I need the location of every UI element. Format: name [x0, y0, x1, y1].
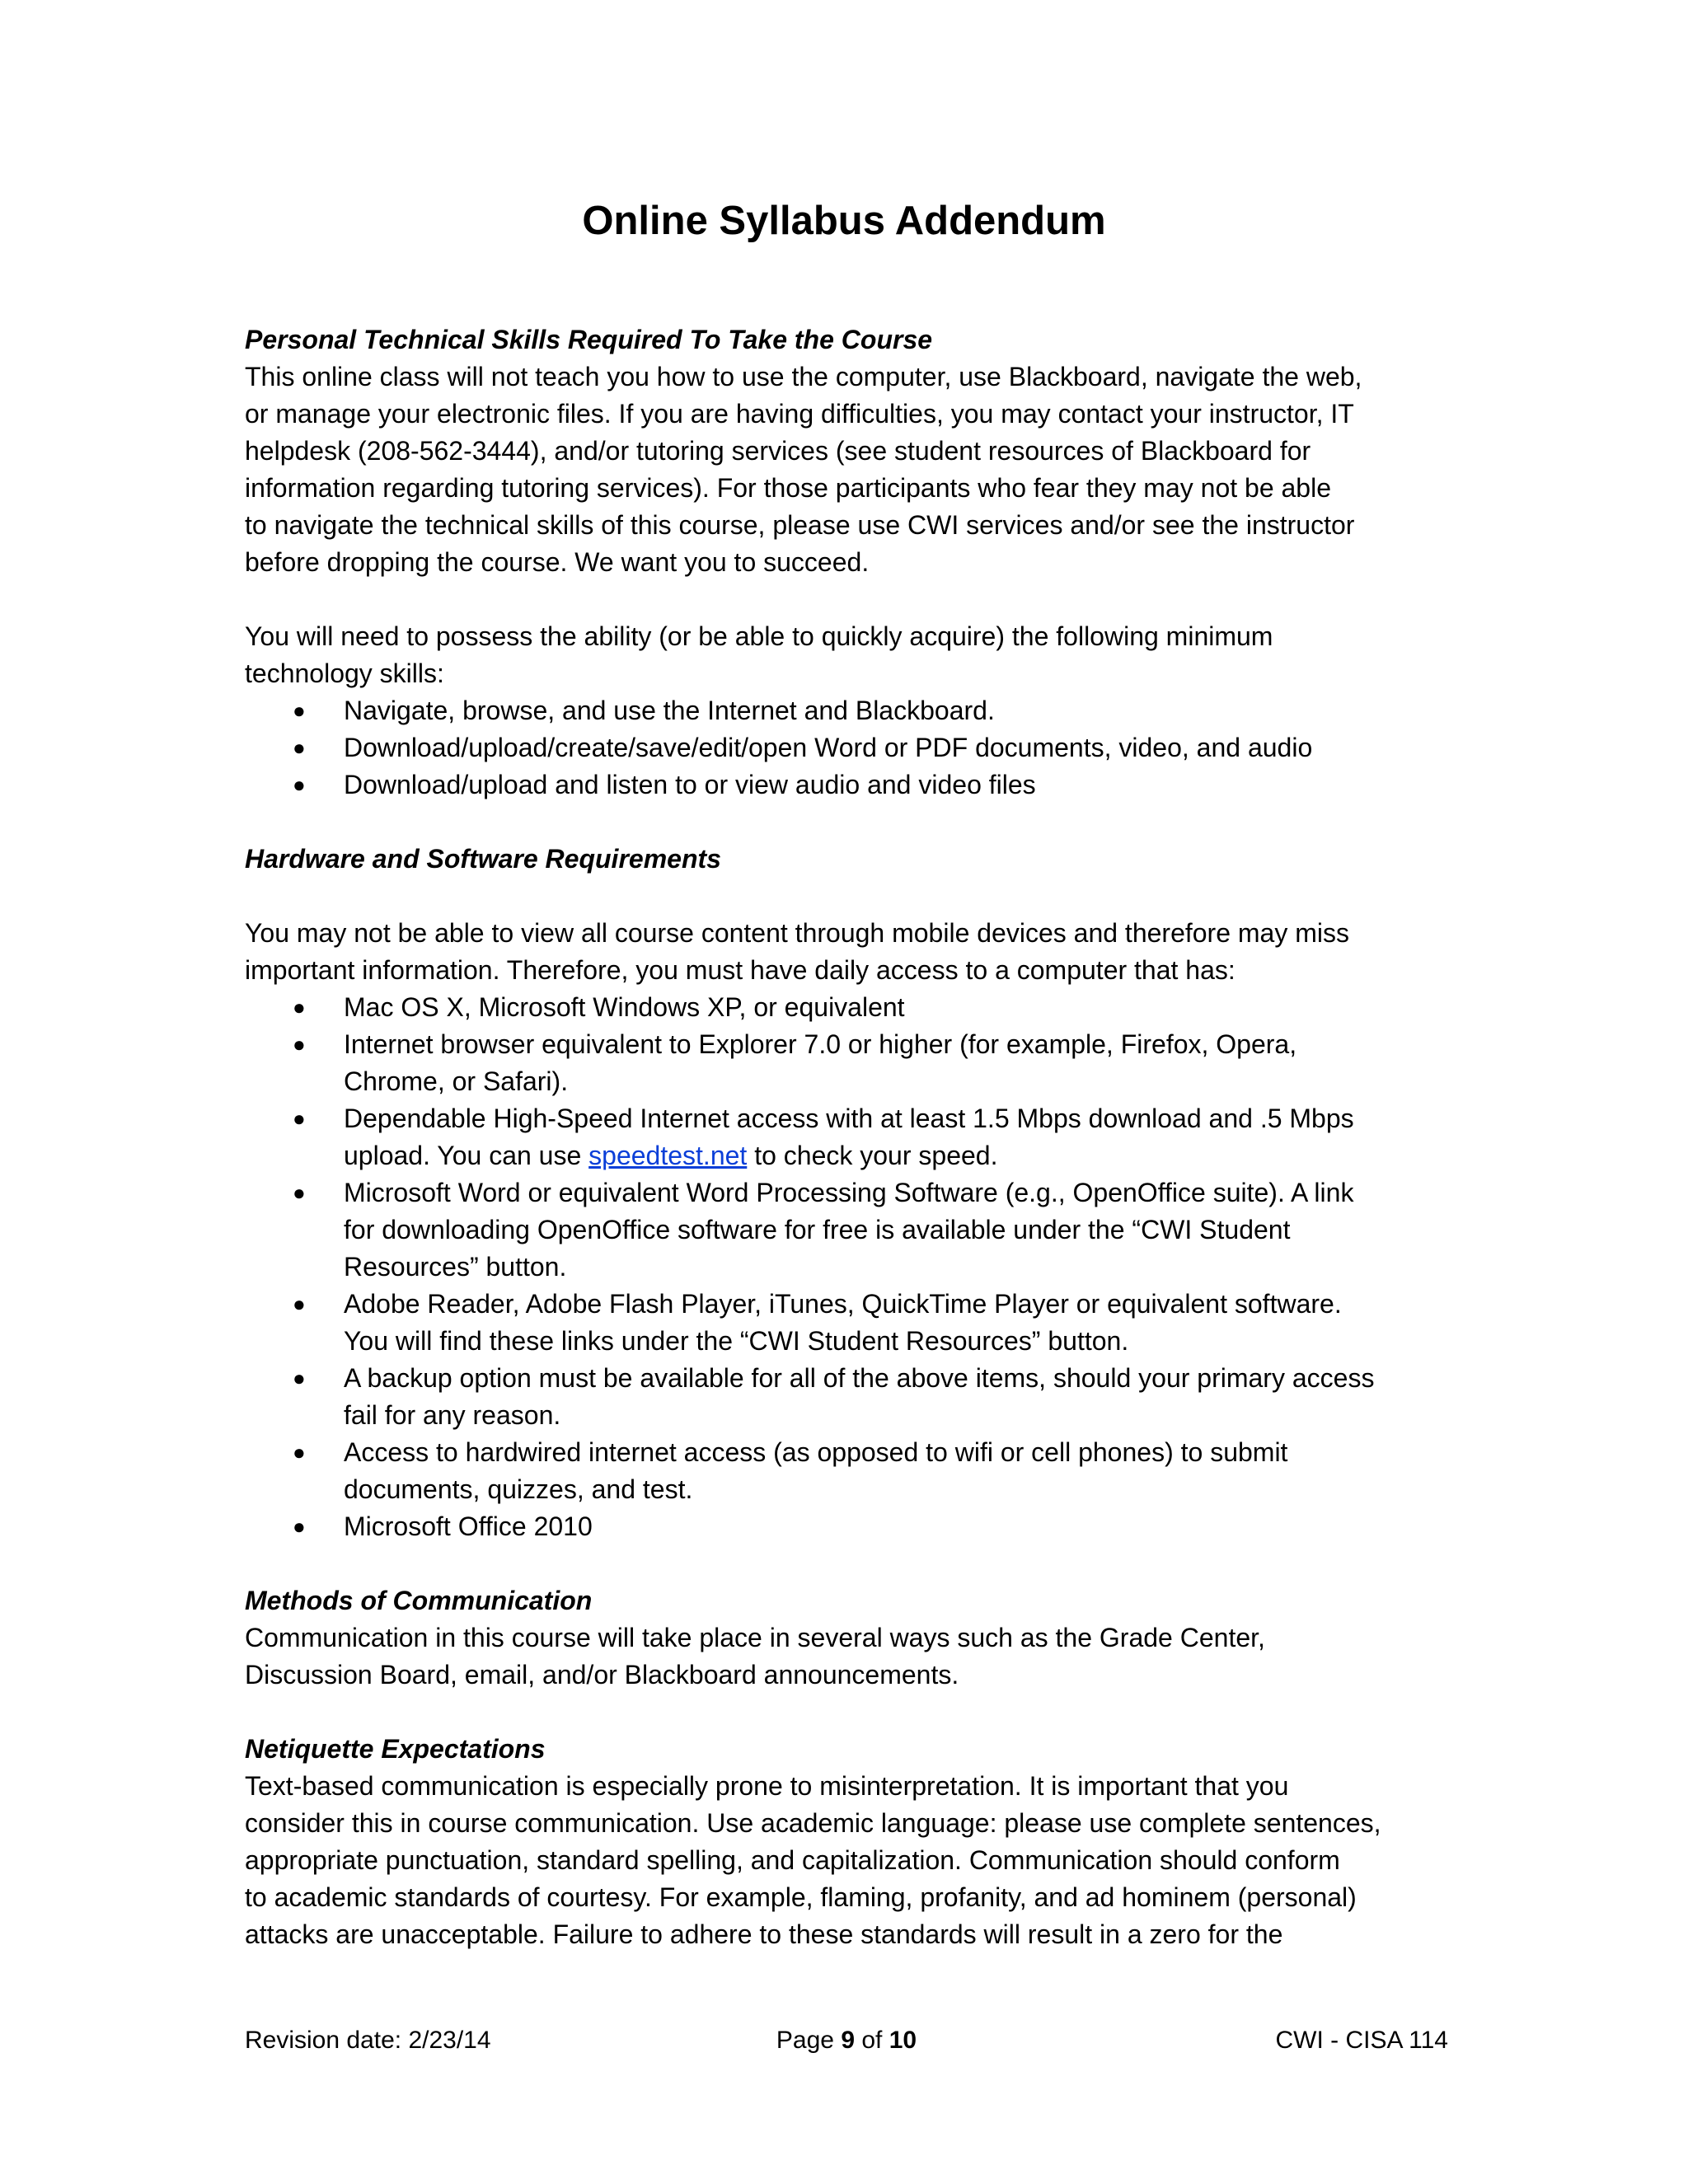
skills-paragraph-line: to navigate the technical skills of this course, please use CWI services and/or see the instructor — [245, 510, 1355, 540]
list-item — [293, 1360, 1448, 1434]
list-item-text: fail for any reason. — [344, 1400, 561, 1430]
netiquette-line: to academic standards of courtesy. For example, flaming, profanity, and ad hominem (personal) — [245, 1882, 1357, 1912]
page-number — [245, 2024, 1448, 2057]
list-item-text: Mac OS X, Microsoft Windows XP, or equivalent — [344, 992, 905, 1022]
revision-date: Revision date: 2/23/14 — [245, 2027, 491, 2054]
list-item-text: A backup option must be available for all of the above items, should your primary access — [344, 1363, 1375, 1393]
hardware-bullet-list — [245, 989, 1448, 1545]
list-item-text: Internet browser equivalent to Explorer 7.0 or higher (for example, Firefox, Opera, — [344, 1029, 1297, 1059]
spacer — [245, 1545, 1448, 1582]
list-item-text: documents, quizzes, and test. — [344, 1474, 693, 1504]
list-item-text: Resources” button. — [344, 1252, 567, 1282]
page-content — [245, 321, 1448, 1953]
list-item-text: Chrome, or Safari). — [344, 1066, 569, 1096]
bullet-icon: ● — [293, 1514, 306, 1539]
list-item — [293, 1286, 1448, 1360]
list-item — [293, 766, 1448, 804]
skills-intro-line: technology skills: — [245, 658, 444, 688]
communication-line: Communication in this course will take place in several ways such as the Grade Center, — [245, 1623, 1265, 1652]
bullet-icon: ● — [293, 698, 306, 723]
bullet-icon: ● — [293, 1180, 306, 1205]
page-total: 10 — [889, 2027, 917, 2054]
list-item-text: You will find these links under the “CWI Student Resources” button. — [344, 1326, 1129, 1356]
skills-paragraph-line: before dropping the course. We want you to succeed. — [245, 547, 870, 577]
list-item — [293, 1026, 1448, 1100]
netiquette-line: appropriate punctuation, standard spelling, and capitalization. Communication should conform — [245, 1845, 1340, 1875]
list-item — [293, 1434, 1448, 1508]
skills-paragraph-line: information regarding tutoring services). For those participants who fear they may not be able — [245, 473, 1331, 503]
page-footer — [245, 2024, 1448, 2057]
bullet-icon: ● — [293, 772, 306, 797]
list-item — [293, 729, 1448, 766]
spacer — [245, 878, 1448, 915]
bullet-icon: ● — [293, 1440, 306, 1465]
netiquette-line: Text-based communication is especially prone to misinterpretation. It is important that you — [245, 1771, 1289, 1801]
list-item-text-segment: upload. You can use — [344, 1141, 589, 1170]
course-code: CWI - CISA 114 — [1275, 2027, 1448, 2054]
skills-paragraph-line: or manage your electronic files. If you are having difficulties, you may contact your instructor, IT — [245, 399, 1354, 429]
page-current: 9 — [841, 2027, 855, 2054]
bullet-icon: ● — [293, 1032, 306, 1057]
list-item-text: Download/upload and listen to or view audio and video files — [344, 770, 1036, 799]
communication-heading: Methods of Communication — [245, 1586, 593, 1615]
hardware-heading: Hardware and Software Requirements — [245, 844, 721, 874]
netiquette-line: attacks are unacceptable. Failure to adhere to these standards will result in a zero for the — [245, 1919, 1283, 1949]
list-item-text: Adobe Reader, Adobe Flash Player, iTunes, QuickTime Player or equivalent software. — [344, 1289, 1342, 1319]
skills-bullet-list — [245, 692, 1448, 804]
list-item — [293, 1508, 1448, 1545]
speedtest-link[interactable]: speedtest.net — [588, 1141, 748, 1170]
skills-intro-line: You will need to possess the ability (or be able to quickly acquire) the following minimum — [245, 621, 1273, 651]
hardware-intro-line: important information. Therefore, you must have daily access to a computer that has: — [245, 955, 1236, 985]
list-item — [293, 1100, 1448, 1174]
list-item-text: Dependable High-Speed Internet access with at least 1.5 Mbps download and .5 Mbps — [344, 1104, 1354, 1133]
list-item-text: Microsoft Word or equivalent Word Processing Software (e.g., OpenOffice suite). A link — [344, 1178, 1354, 1207]
list-item-text: for downloading OpenOffice software for free is available under the “CWI Student — [344, 1215, 1291, 1244]
bullet-icon: ● — [293, 995, 306, 1019]
page-number-of: of — [855, 2027, 889, 2054]
spacer — [245, 1694, 1448, 1731]
list-item-text: Navigate, browse, and use the Internet and Blackboard. — [344, 696, 995, 725]
list-item — [293, 1174, 1448, 1286]
list-item — [293, 692, 1448, 729]
hardware-intro-line: You may not be able to view all course content through mobile devices and therefore may miss — [245, 918, 1349, 948]
netiquette-heading: Netiquette Expectations — [245, 1734, 546, 1764]
list-item-text: Microsoft Office 2010 — [344, 1511, 593, 1541]
list-item-text: Access to hardwired internet access (as opposed to wifi or cell phones) to submit — [344, 1437, 1288, 1467]
list-item-text — [344, 1137, 1448, 1174]
page-title: Online Syllabus Addendum — [582, 199, 1106, 243]
skills-paragraph-line: helpdesk (208-562-3444), and/or tutoring services (see student resources of Blackboard for — [245, 436, 1311, 466]
spacer — [245, 804, 1448, 841]
bullet-icon: ● — [293, 735, 306, 760]
bullet-icon: ● — [293, 1366, 306, 1390]
bullet-icon: ● — [293, 1106, 306, 1131]
list-item-text: Download/upload/create/save/edit/open Word or PDF documents, video, and audio — [344, 733, 1313, 762]
list-item-text-segment: to check your speed. — [747, 1141, 998, 1170]
spacer — [245, 581, 1448, 618]
netiquette-line: consider this in course communication. Use academic language: please use complete sentences, — [245, 1808, 1381, 1838]
page-number-prefix: Page — [776, 2027, 842, 2054]
skills-paragraph-line: This online class will not teach you how to use the computer, use Blackboard, navigate the web, — [245, 362, 1362, 391]
skills-heading: Personal Technical Skills Required To Take the Course — [245, 325, 933, 354]
list-item — [293, 989, 1448, 1026]
bullet-icon: ● — [293, 1291, 306, 1316]
communication-line: Discussion Board, email, and/or Blackboard announcements. — [245, 1660, 959, 1690]
